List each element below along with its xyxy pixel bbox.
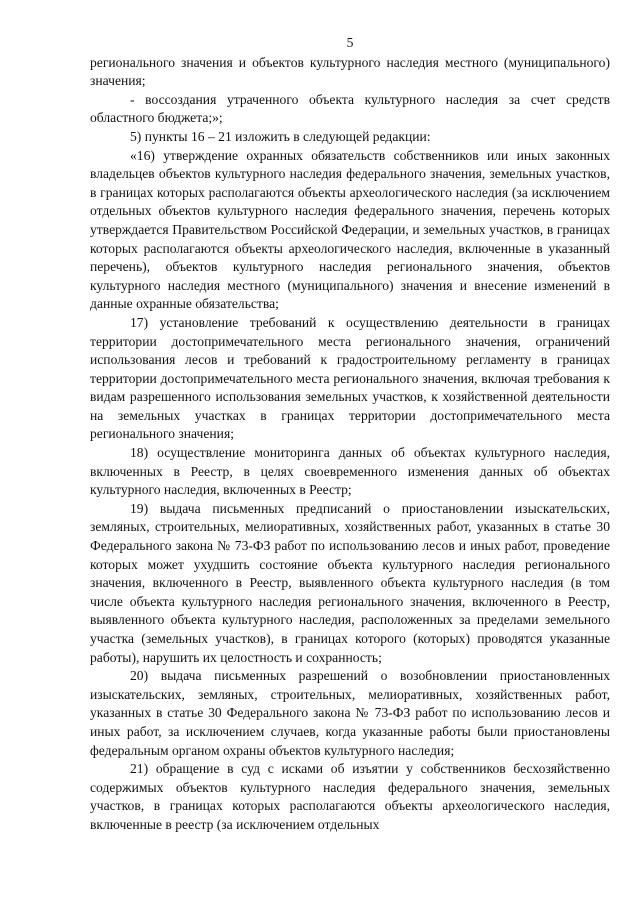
page-number: 5 (346, 35, 354, 50)
paragraph-item-19: 19) выдача письменных предписаний о приостановлении изыскательских, земляных, строительных, мелиоративных, хозяйственных работ, указанных в статье 30 Федерального закона № 73-ФЗ работ по использованию лесов и иных работ, проведение которых может ухудшить состояние объекта культурного наследия регионального значения, включенного в Реестр, выявленного объекта культурного наследия (в том числе объекта культурного наследия регионального значения, включенного в Реестр, выявленного объекта культурного наследия, расположенных за пределами земельного участка (земельных участков), в границах которого (которых) проводятся указанные работы), нарушить их целостность и сохранность; (90, 500, 610, 665)
paragraph-item-5: 5) пункты 16 – 21 изложить в следующей редакции: (130, 128, 431, 144)
paragraph-continuation: регионального значения и объектов культурного наследия местного (муниципального) значения; (90, 54, 610, 89)
paragraph-item-17: 17) установление требований к осуществлению деятельности в границах территории достопримечательного места регионального значения, ограничений использования лесов и требований к градостроительному регламенту в границах территории достопримечательного места регионального значения, включая требования к видам разрешенного использования земельных участков, к хозяйственной деятельности на земельных участках в границах территории достопримечательного места регионального значения; (90, 314, 610, 442)
paragraph-item-18: 18) осуществление мониторинга данных об объектах культурного наследия, включенных в Реестр, в целях своевременного изменения данных об объектах культурного наследия, включенных в Реестр; (90, 445, 610, 498)
paragraph-item-21: 21) обращение в суд с исками об изъятии у собственников бесхозяйственно содержимых объектов культурного наследия федерального значения, земельных участков, в границах которых располагаются объекты археологического наследия, включенные в реестр (за исключением отдельных (90, 761, 610, 832)
paragraph-list-item-reconstruction: - воссоздания утраченного объекта культурного наследия за счет средств областного бюджета;»; (90, 91, 610, 126)
paragraph-item-16: «16) утверждение охранных обязательств собственников или иных законных владельцев объектов культурного наследия федерального значения, земельных участков, в границах которых располагаются объекты археологического наследия (за исключением отдельных объектов культурного наследия федерального значения, перечень которых утверждается Правительством Российской Федерации, и земельных участков, в границах которых располагаются объекты археологического наследия, включенные в указанный перечень), объектов культурного наследия регионального значения, объектов культурного наследия местного (муниципального) значения и внесение изменений в данные охранные обязательства; (90, 147, 610, 312)
document-page (90, 34, 610, 835)
paragraph-item-20: 20) выдача письменных разрешений о возобновлении приостановленных изыскательских, земляных, строительных, мелиоративных, хозяйственных работ, указанных в статье 30 Федерального закона № 73-ФЗ работ по использованию лесов и иных работ, за исключением случаев, когда указанные работы были приостановлены федеральным органом охраны объектов культурного наследия; (90, 668, 610, 758)
